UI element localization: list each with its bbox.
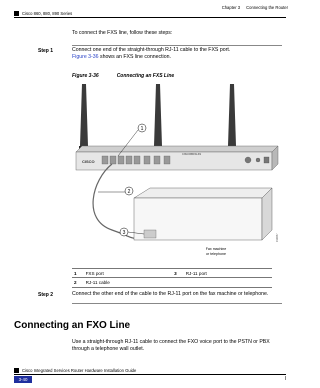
chapter-number: Chapter 3: [221, 5, 241, 10]
antenna-right: [227, 84, 237, 152]
antenna-left: [79, 84, 89, 152]
step-1-text: [72, 47, 277, 61]
callout-3-num: 3: [122, 230, 126, 236]
figure-link[interactable]: Figure 3-36: [72, 54, 99, 60]
antenna-center: [153, 84, 163, 152]
section-heading: Connecting an FXO Line: [14, 320, 131, 331]
rj11-port: [144, 230, 156, 238]
legend-text: [184, 278, 272, 287]
step-1-text-b: shows an FXS line connection.: [98, 54, 171, 60]
footer-title: Cisco Integrated Services Router Hardware Installation Guide: [22, 368, 137, 373]
legend-num: [172, 278, 184, 287]
step-2-label: Step 2: [38, 292, 54, 298]
footer-rule: [14, 374, 286, 375]
legend-text: FXS port: [84, 269, 172, 278]
fxs-connection-figure: [72, 80, 284, 264]
legend-num: 2: [72, 278, 84, 287]
legend-text: RJ-11 port: [184, 269, 272, 278]
rj11-cable: [93, 164, 140, 238]
legend-text: RJ-11 cable: [84, 278, 172, 287]
fax-label-1: Fax machine: [205, 247, 227, 251]
footer-mark: I: [284, 376, 286, 382]
figure-number: Figure 3-36: [72, 73, 99, 79]
header-marker: [14, 11, 19, 16]
legend-row: [72, 269, 272, 278]
legend-num: 1: [72, 269, 84, 278]
step-1-text-a: Connect one end of the straight-through RJ-11 cable to the FXS port.: [72, 47, 231, 53]
footer-marker: [14, 368, 19, 373]
legend-row: [72, 278, 272, 287]
step-1-label: Step 1: [38, 48, 54, 54]
series-title: Cisco 860, 880, 890 Series: [22, 11, 73, 16]
section-text: Use a straight-through RJ-11 cable to connect the FXO voice port to the PSTN or PBX through a telephone wall outlet.: [72, 339, 270, 352]
step-2-text: Connect the other end of the cable to the RJ-11 port on the fax machine or telephone.: [72, 291, 269, 297]
router-brand: CISCO: [82, 159, 95, 164]
callout-1-num: 1: [140, 126, 144, 132]
fax-label-2: or telephone: [206, 252, 226, 256]
step-divider: [72, 45, 282, 46]
figure-title: [72, 73, 174, 79]
legend-num: 3: [172, 269, 184, 278]
chapter-title: Connecting the Router: [246, 5, 288, 10]
figure-caption: Connecting an FXS Line: [116, 73, 175, 79]
page-header-chapter: [216, 5, 288, 10]
header-rule: [14, 17, 286, 18]
step-divider: [72, 303, 282, 304]
callout-2: [98, 187, 133, 195]
page-number: 3-40: [14, 376, 32, 383]
intro-text: To connect the FXS line, follow these steps:: [72, 30, 173, 36]
figure-legend: [72, 268, 272, 288]
router-chassis: [76, 146, 278, 170]
router-model: CISCO861W-K9: [182, 153, 201, 156]
callout-2-num: 2: [127, 189, 131, 195]
art-id: 193657: [276, 233, 279, 242]
fax-machine: [134, 188, 272, 240]
